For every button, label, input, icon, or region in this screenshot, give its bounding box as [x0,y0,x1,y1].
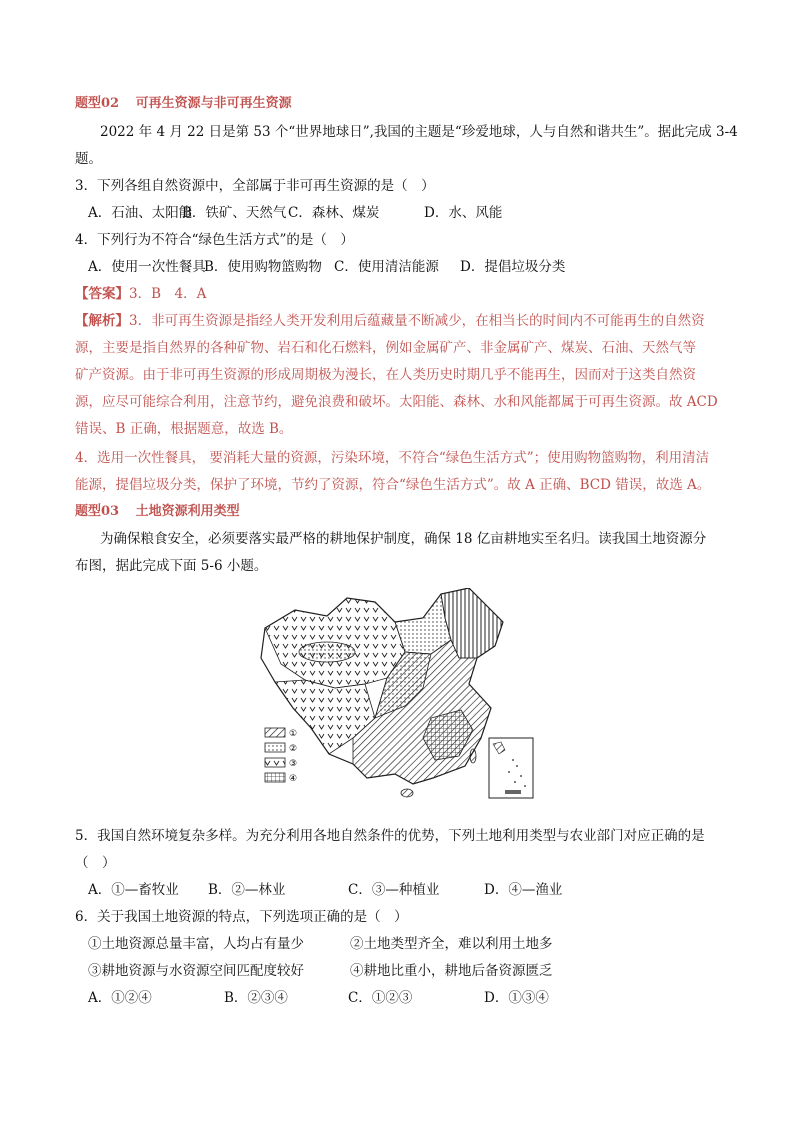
question-3-stem: 3．下列各组自然资源中，全部属于非可再生资源的是（ ） [75,178,435,194]
option: D．提倡垃圾分类 [460,259,566,275]
analysis-line: 错误、B 正确，根据题意，故选 B。 [75,421,293,437]
option: A．石油、太阳能 [88,205,193,221]
analysis-line: 【解析】3．非可再生资源是指经人类开发利用后蕴藏量不断减少，在相当长的时间内不可能再生的自然资 [75,313,705,329]
question-6-statements [88,961,553,981]
intro-paragraph-line: 布图，据此完成下面 5-6 小题。 [75,558,268,574]
legend-label: ① [289,729,298,739]
statement: ②土地类型齐全，难以利用土地多 [350,936,553,952]
analysis-line: 矿产资源。由于非可再生资源的形成周期极为漫长，在人类历史时期几乎不能再生，因而对于这类自然资 [75,367,696,383]
analysis-line: 4．选用一次性餐具， 要消耗大量的资源，污染环境，不符合“绿色生活方式”；使用购物篮购物，利用清洁 [75,450,710,466]
intro-paragraph-line: 为确保粮食安全，必须要落实最严格的耕地保护制度，确保 18 亿亩耕地实至名归。读我国土地资源分 [100,531,707,547]
question-6-options [88,988,549,1008]
question-4-stem: 4．下列行为不符合“绿色生活方式”的是（ ） [75,232,354,248]
intro-paragraph-line: 题。 [75,151,102,167]
map-legend [265,728,297,784]
option: D．①③④ [484,990,549,1006]
statement: ①土地资源总量丰富，人均占有量少 [88,936,304,952]
legend-label: ② [289,744,298,754]
option: A．①②④ [88,990,152,1006]
option: C．森林、煤炭 [288,205,380,221]
option: C．③—种植业 [348,882,440,898]
analysis-line: 源，主要是指自然界的各种矿物、岩石和化石燃料，例如金属矿产、非金属矿产、煤炭、石油、天然气等 [75,340,696,356]
option: C．①②③ [348,990,413,1006]
section-label: 题型02 [75,96,120,111]
question-5-stem-cont: （ ） [75,855,116,871]
question-5-stem: 5．我国自然环境复杂多样。为充分利用各地自然条件的优势，下列土地利用类型与农业部门对应正确的是 [75,828,705,844]
section-title: 可再生资源与非可再生资源 [135,96,292,111]
question-6-stem: 6．关于我国土地资源的特点，下列选项正确的是（ ） [75,909,408,925]
option: D．④—渔业 [484,882,563,898]
option: C．使用清洁能源 [334,259,439,275]
legend-label: ③ [289,759,298,769]
option: A．①—畜牧业 [88,882,179,898]
analysis-label: 【解析】 [75,313,129,329]
legend-label: ④ [289,774,298,784]
question-4-options [88,257,565,277]
question-6-statements [88,934,553,954]
section-heading-03 [75,502,240,522]
answer-line [75,284,206,304]
option: B．②③④ [224,990,288,1006]
option: B．②—林业 [208,882,286,898]
section-title: 土地资源利用类型 [135,504,240,519]
question-5-options [88,880,562,900]
option: D．水、风能 [424,205,503,221]
answer-label: 【答案】 [75,286,129,302]
question-3-options [88,203,502,223]
option: B．铁矿、天然气 [182,205,287,221]
section-heading-02 [75,94,292,114]
statement: ④耕地比重小，耕地后备资源匮乏 [350,963,553,979]
analysis-line: 源，应尽可能综合利用，注意节约，避免浪费和破坏。太阳能、森林、水和风能都属于可再生资源。故 ACD [75,394,718,410]
answer-text: 3．B 4．A [129,286,207,302]
option: A．使用一次性餐具 [88,259,206,275]
section-label: 题型03 [75,504,120,519]
intro-paragraph-line: 2022 年 4 月 22 日是第 53 个“世界地球日”,我国的主题是“珍爱地球，人与自然和谐共生”。据此完成 3-4 [100,124,738,140]
analysis-line: 能源，提倡垃圾分类，保护了环境，节约了资源，符合“绿色生活方式”。故 A 正确、BCD 错误，故选 A。 [75,477,711,493]
option: B．使用购物篮购物 [204,259,322,275]
map-figure [255,588,540,806]
china-land-resource-map [255,588,540,806]
statement: ③耕地资源与水资源空间匹配度较好 [88,963,304,979]
